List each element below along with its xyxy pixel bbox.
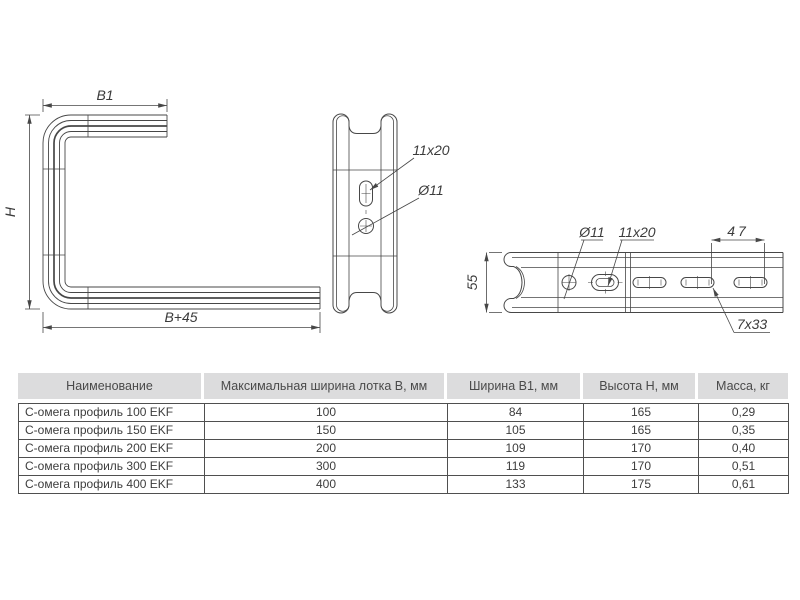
cell-width-b1: 84 <box>448 404 584 422</box>
table-row <box>19 458 789 476</box>
cell-height-h: 170 <box>584 440 699 458</box>
cell-mass: 0,51 <box>699 458 789 476</box>
label-rail-47: 47 <box>727 223 749 239</box>
label-front-slot: 11x20 <box>412 142 450 158</box>
cell-height-h: 170 <box>584 458 699 476</box>
header-mass: Масса, кг <box>698 373 788 399</box>
cell-width-b1: 133 <box>448 476 584 494</box>
front-view-inner-lines <box>333 116 397 312</box>
cell-height-h: 175 <box>584 476 699 494</box>
c-profile-band-lines <box>43 115 320 309</box>
label-b1: B1 <box>96 87 114 103</box>
cell-name: С-омега профиль 100 EKF <box>19 404 205 422</box>
table-row <box>19 476 789 494</box>
cell-mass: 0,35 <box>699 422 789 440</box>
cell-mass: 0,61 <box>699 476 789 494</box>
label-front-hole: Ø11 <box>418 182 444 198</box>
table-row <box>19 422 789 440</box>
spec-table-header <box>18 373 788 399</box>
cell-width-b1: 105 <box>448 422 584 440</box>
rail-center-marks <box>562 272 762 294</box>
header-height-h: Высота H, мм <box>583 373 698 399</box>
rail-slot-11x20-inner <box>596 279 614 287</box>
label-rail-oval: 7x33 <box>736 316 768 332</box>
cell-name: С-омега профиль 200 EKF <box>19 440 205 458</box>
cell-name: С-омега профиль 400 EKF <box>19 476 205 494</box>
cell-height-h: 165 <box>584 422 699 440</box>
cell-width-b1: 119 <box>448 458 584 476</box>
rail-left-end-inner <box>516 267 525 299</box>
front-leaders <box>352 158 419 235</box>
label-rail-hole: Ø11 <box>579 224 605 240</box>
dimension-55 <box>487 253 503 313</box>
cell-width-b1: 109 <box>448 440 584 458</box>
label-rail-55: 55 <box>464 274 480 291</box>
cell-max-width: 200 <box>205 440 448 458</box>
cell-name: С-омега профиль 300 EKF <box>19 458 205 476</box>
cell-max-width: 300 <box>205 458 448 476</box>
dimension-h <box>25 115 40 309</box>
table-row <box>19 440 789 458</box>
spec-table-body <box>18 403 789 494</box>
cell-mass: 0,29 <box>699 404 789 422</box>
cell-height-h: 165 <box>584 404 699 422</box>
cell-max-width: 100 <box>205 404 448 422</box>
rail-body-lines <box>512 253 783 313</box>
cell-mass: 0,40 <box>699 440 789 458</box>
header-max-width: Максимальная ширина лотка B, мм <box>204 373 447 399</box>
cell-max-width: 400 <box>205 476 448 494</box>
label-b45: B+45 <box>164 309 198 325</box>
front-view <box>333 114 419 313</box>
front-view-outline <box>333 114 397 313</box>
table-row <box>19 404 789 422</box>
cell-max-width: 150 <box>205 422 448 440</box>
c-profile-view <box>25 99 320 333</box>
label-h: H <box>2 206 18 218</box>
rail-left-end-outline <box>504 253 530 313</box>
header-name: Наименование <box>18 373 204 399</box>
cell-name: С-омега профиль 150 EKF <box>19 422 205 440</box>
header-width-b1: Ширина B1, мм <box>447 373 583 399</box>
label-rail-slot: 11x20 <box>618 224 656 240</box>
rail-slot-11x20-outer <box>592 275 619 291</box>
